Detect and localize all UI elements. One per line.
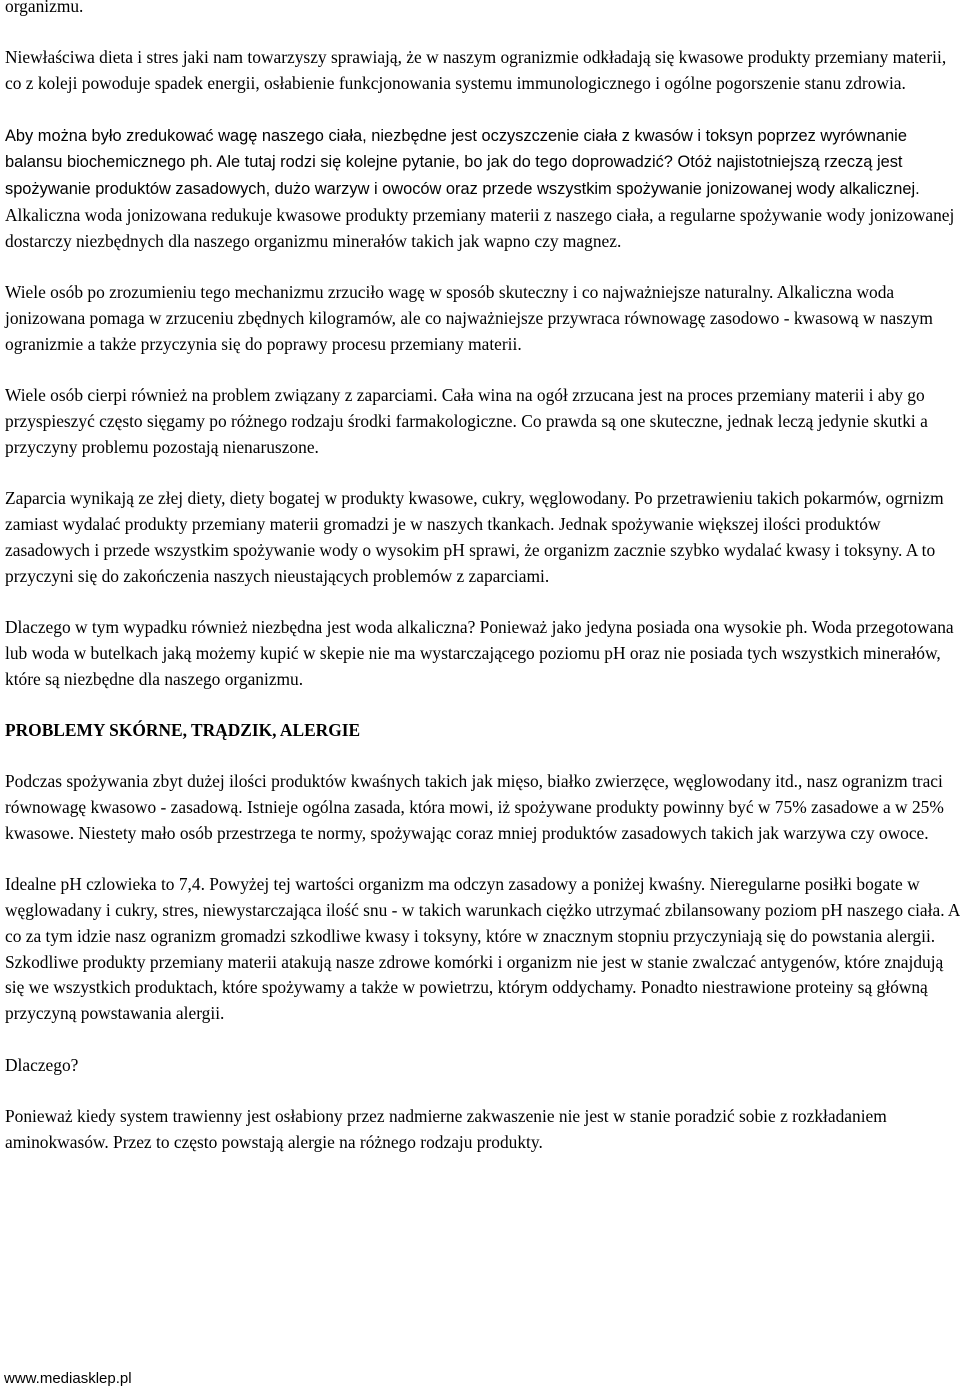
paragraph-digestion: Ponieważ kiedy system trawienny jest osłabiony przez nadmierne zakwaszenie nie jest w stanie poradzić sobie z rozkładaniem aminokwasów. Przez to często powstają alergie na różnego rodzaju produkty. [5, 1106, 887, 1152]
paragraph-constipation: Wiele osób cierpi również na problem związany z zaparciami. Cała wina na ogół zrzucana jest na proces przemiany materii i aby go przyspieszyć często sięgamy po różnego rodzaju środki farmakologiczne. Co prawda są one skuteczne, jednak leczą jedynie skutki a przyczyny problemu pozostają nienaruszone. [5, 385, 928, 457]
section-heading: PROBLEMY SKÓRNE, TRĄDZIK, ALERGIE [5, 719, 361, 740]
footer-url: www.mediasklep.pl [4, 1370, 132, 1387]
paragraph-diet-stress: Niewłaściwa dieta i stres jaki nam towarzyszy sprawiają, że w naszym ogranizmie odkładają się kwasowe produkty przemiany materii, co z koleji powoduje spadek energii, osłabienie funkcjonowania systemu immunologicznego i ogólne pogorszenie stanu zdrowia. [5, 47, 947, 94]
paragraph-weight-reduction-sans: Aby można było zredukować wagę naszego ciała, niezbędne jest oczyszczenie ciała z kwasów i toksyn poprzez wyrównanie balansu biochemicznego ph. Ale tutaj rodzi się kolejne pytanie, bo jak do tego doprowadzić? Otóż najistotniejszą rzeczą jest spożywanie produktów zasadowych, dużo warzyw i owoców oraz przede wszystkim spożywanie jonizowanej wody alkalicznej. [5, 126, 920, 199]
paragraph-weight-reduction-serif: Alkaliczna woda jonizowana redukuje kwasowe produkty przemiany materii z naszego ciała, a regularne spożywanie wody jonizowanej dostarczy niezbędnych dla naszego organizmu minerałów takich jak wapno czy magnez. [5, 204, 955, 251]
paragraph-question: Dlaczego? [5, 1054, 79, 1075]
paragraph-constipation-causes: Zaparcia wynikają ze złej diety, diety bogatej w produkty kwasowe, cukry, węglowodany. Po przetrawieniu takich pokarmów, ogrnizm zamiast wydalać produkty przemiany materii gromadzi je w naszych tkankach. Jednak spożywanie większej ilości produktów zasadowych i przede wszystkim spożywanie wody o wysokim pH sprawi, że organizm zacznie szybko wydalać kwasy i toksyny. A to przyczyni się do zakończenia naszych nieustających problemów z zaparciami. [5, 488, 944, 586]
paragraph-mechanism: Wiele osób po zrozumieniu tego mechanizmu zrzuciło wagę w sposób skuteczny i co najważniejsze naturalny. Alkaliczna woda jonizowana pomaga w zrzuceniu zbędnych kilogramów, ale co najważniejsze przywraca równowagę zasodowo - kwasową w naszym ogranizmie a także przyczynia się do poprawy procesu przemiany materii. [5, 282, 933, 354]
paragraph-ideal-ph: Idealne pH czlowieka to 7,4. Powyżej tej wartości organizm ma odczyn zasadowy a poniżej kwaśny. Nieregularne posiłki bogate w węglowadany i cukry, stres, niewystarczająca ilość snu - w takich warunkach ciężko utrzymać zbilansowany poziom pH naszego ciała. A co za tym idzie nasz ogranizm gromadzi szkodliwe kwasy i toksyny, które w znacznym stopniu przyczyniają się do powstania alergii. Szkodliwe produkty przemiany materii atakują nasze zdrowe komórki i organizm nie jest w stanie zwalczać antygenów, które znajdują się we wszystkich produktach, które spożywamy a także w powietrzu, którym oddychamy. Ponadto niestrawione proteiny są główną przyczyną powstawania alergii. [5, 874, 960, 1024]
paragraph-alkaline-water: Dlaczego w tym wypadku również niezbędna jest woda alkaliczna? Ponieważ jako jedyna posiada ona wysokie ph. Woda przegotowana lub woda w butelkach jaką możemy kupić w skepie nie ma wystarczającego poziomu pH oraz nie posiada tych wszystkich minerałów, które są niezbędne dla naszego organizmu. [5, 616, 954, 689]
document-body [5, 0, 960, 1181]
paragraph-acid-foods: Podczas spożywania zbyt dużej ilości produktów kwaśnych takich jak mięso, białko zwierzęce, węglowodany itd., nasz ogranizm traci równowagę kwasowo - zasadową. Istnieje ogólna zasada, która mowi, iż spożywane produkty powinny być w 75% zasadowe a w 25% kwasowe. Niestety mało osób przestrzega te normy, spożywając coraz mniej produktów zasadowych takich jak warzywa czy owoce. [5, 771, 944, 843]
paragraph-weight-reduction [5, 123, 960, 255]
paragraph-fragment: organizmu. [5, 0, 84, 16]
